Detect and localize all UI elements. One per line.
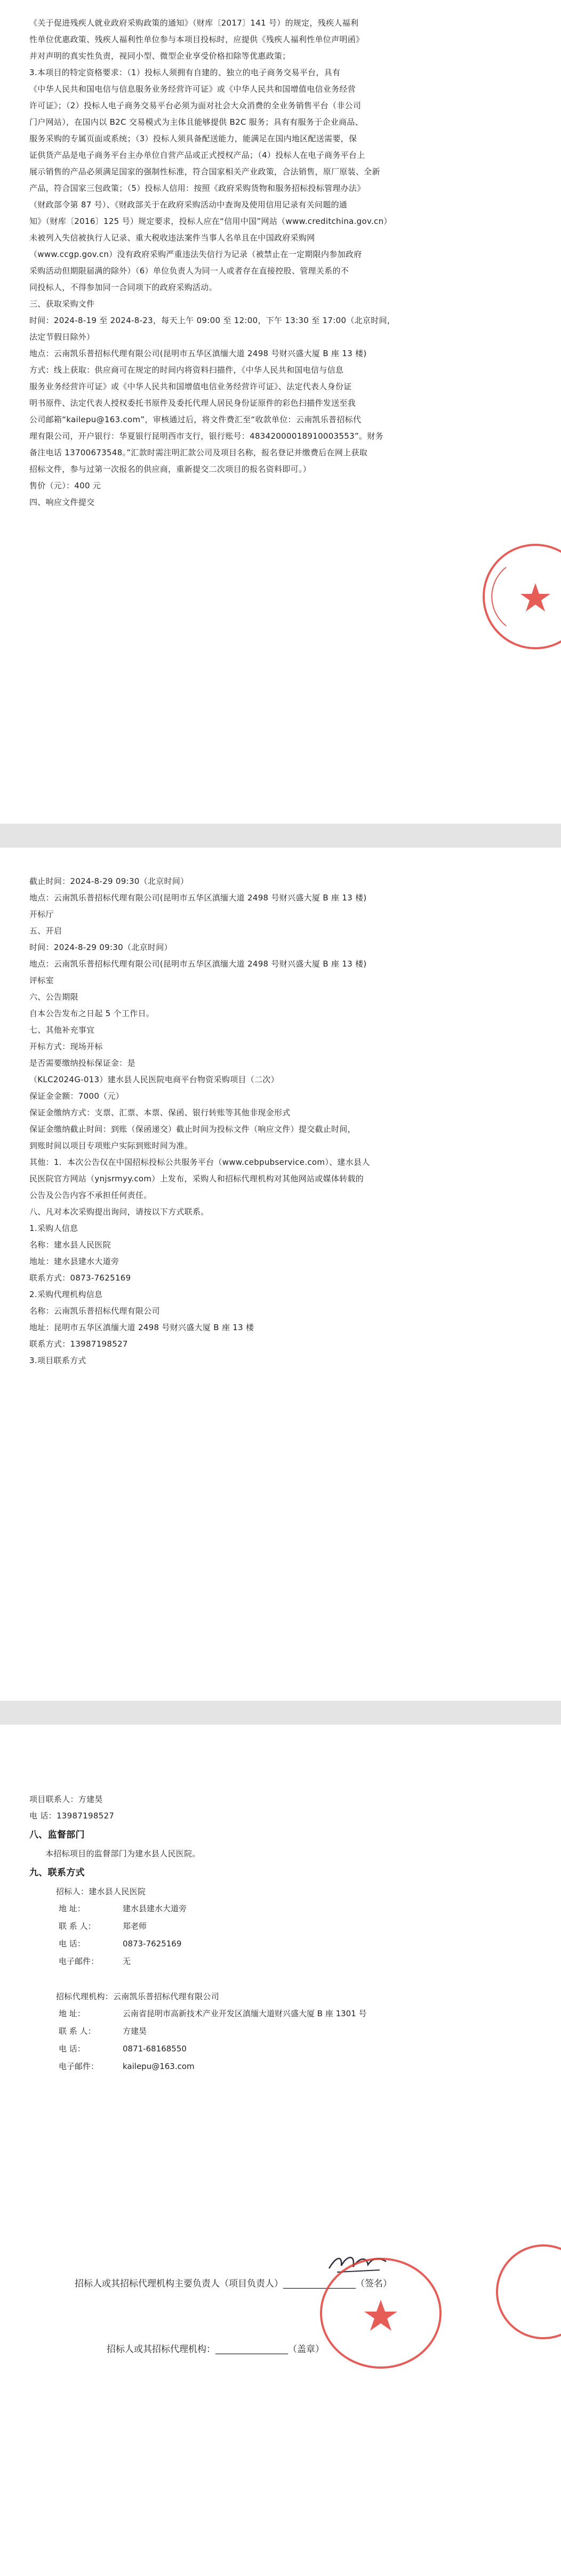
contact-label: 电子邮件： <box>59 2062 99 2071</box>
page2-line: 地点：云南凯乐普招标代理有限公司(昆明市五华区滇缅大道 2498 号财兴盛大厦 B 座 13 楼) <box>29 893 367 903</box>
contact-label: 联 系 人： <box>59 1921 96 1931</box>
page2-line: 地址：昆明市五华区滇缅大道 2498 号财兴盛大厦 B 座 13 楼 <box>29 1323 254 1332</box>
page2-line: 到账时间以项目专项账户实际到账时间为准。 <box>29 1141 193 1150</box>
contact-row <box>29 2040 525 2058</box>
page1-line: 采购活动但期限届满的除外）（6）单位负责人为同一人或者存在直接控股、管理关系的不 <box>29 266 349 276</box>
page-3-content <box>29 1791 525 2075</box>
page2-line: 时间：2024-8-29 09:30（北京时间） <box>29 943 172 952</box>
page2-line: 八、凡对本次采购提出询问，请按以下方式联系。 <box>29 1207 209 1217</box>
page1-line: 并对声明的真实性负责，视同小型、微型企业享受价格扣除等优惠政策； <box>29 51 291 61</box>
project-contact: 项目联系人：方建昊 <box>29 1794 103 1804</box>
page1-line: 性单位优惠政策、残疾人福利性单位参与本项目投标时，应提供《残疾人福利性单位声明函》 <box>29 35 364 44</box>
page2-line: 开标方式：现场开标 <box>29 1042 103 1051</box>
contact-row <box>29 2058 525 2075</box>
contact-label: 地 址： <box>59 2009 85 2018</box>
document-page-1 <box>0 0 561 824</box>
contact-label: 地 址： <box>59 1904 85 1913</box>
page1-line: 服务业务经营许可证》或《中华人民共和国增值电信业务经营许可证》、法定代表人身份证 <box>29 382 352 391</box>
contact-value: kailepu@163.com <box>123 2062 195 2071</box>
page1-line: 四、响应文件提交 <box>29 497 95 507</box>
page2-line: 保证金缴纳截止时间：到账（保函递交）截止时间为投标文件（响应文件）提交截止时间， <box>29 1124 356 1134</box>
purchaser-info <box>29 1900 525 1970</box>
section-9-title: 九、联系方式 <box>29 1867 85 1878</box>
page-2-content <box>29 873 525 1369</box>
contact-row <box>29 2023 525 2040</box>
page1-line: 展示销售的产品必须满足国家的强制性标准，符合国家相关产业政策，合法销售，原厂原装、全新 <box>29 167 380 176</box>
page1-line: 证供货产品是电子商务平台主办单位自营产品或正式授权产品；（4）投标人在电子商务平台上 <box>29 150 365 160</box>
contact-value: 云南省昆明市高新技术产业开发区滇缅大道财兴盛大厦 B 座 1301 号 <box>123 2009 367 2018</box>
page1-line: 产品，符合国家三包政策；（5）投标人信用：按照《政府采购货物和服务招标投标管理办法》 <box>29 183 365 193</box>
page1-line: 理有限公司，开户银行：华夏银行昆明西市支行，银行账号：48342000018910003553”。财务 <box>29 431 383 441</box>
page2-line: 地址：建水县建水大道旁 <box>29 1257 119 1266</box>
page2-line: 其他：1．本次公告仅在中国招标投标公共服务平台（www.cebpubservice.com）、建水县人 <box>29 1157 370 1167</box>
page2-line: 保证金金额：7000（元） <box>29 1091 124 1101</box>
contact-row <box>29 1918 525 1935</box>
page2-line: 是否需要缴纳投标保证金：是 <box>29 1058 135 1068</box>
project-phone: 电 话：13987198527 <box>29 1811 115 1821</box>
agency-heading: 招标代理机构：云南凯乐普招标代理有限公司 <box>56 1992 220 2001</box>
contact-row <box>29 1953 525 1970</box>
purchaser-seal-icon <box>496 2244 561 2339</box>
page2-line: 保证金缴纳方式：支票、汇票、本票、保函、银行转账等其他非现金形式 <box>29 1108 291 1117</box>
contact-value: 0871-68168550 <box>123 2044 187 2054</box>
page1-line: 售价（元）：400 元 <box>29 481 101 490</box>
contact-value: 0873-7625169 <box>123 1939 182 1949</box>
contact-label: 电子邮件： <box>59 1957 99 1966</box>
contact-row <box>29 2005 525 2023</box>
page1-line: 备注电话 13700673548。”汇款时需注明汇款公司及项目名称，报名登记并缴费后在网上获取 <box>29 448 368 457</box>
page1-line: 未被列入失信被执行人记录、重大税收违法案件当事人名单且在中国政府采购网 <box>29 233 315 243</box>
page1-line: 招标文件，参与过第一次报名的供应商，重新提交二次项目的报名资料即可。） <box>29 464 311 474</box>
page2-line: 截止时间：2024-8-29 09:30（北京时间） <box>29 876 189 886</box>
contact-label: 联 系 人： <box>59 2026 96 2036</box>
contact-value: 无 <box>123 1957 131 1966</box>
page2-line: 1.采购人信息 <box>29 1223 78 1233</box>
contact-value: 建水县建水大道旁 <box>123 1904 187 1913</box>
seal-line: 招标人或其招标代理机构：________________（盖章） <box>107 2344 324 2355</box>
page2-line: 六、公告期限 <box>29 992 78 1002</box>
page2-line: 联系方式：13987198527 <box>29 1339 128 1349</box>
signature-line: 招标人或其招标代理机构主要负责人（项目负责人）________________（签名） <box>75 2279 392 2289</box>
page1-line: 时间：2024-8-19 至 2024-8-23，每天上午 09:00 至 12:00，下午 13:30 至 17:00（北京时间， <box>29 316 396 325</box>
page2-line: 七、其他补充事宜 <box>29 1025 95 1035</box>
page1-line: 《中华人民共和国电信与信息服务业务经营许可证》或《中华人民共和国增值电信业务经营 <box>29 84 356 94</box>
purchaser-heading: 招标人：建水县人民医院 <box>56 1887 146 1896</box>
page2-line: 名称：建水县人民医院 <box>29 1240 111 1250</box>
contact-label: 电 话： <box>59 1939 85 1949</box>
page1-line: 服务采购的专属页面或系统；（3）投标人须具备配送能力，能满足在国内地区配送需要，保 <box>29 134 357 143</box>
contact-row <box>29 1900 525 1918</box>
page1-line: 3.本项目的特定资格要求：（1）投标人须拥有自建的、独立的电子商务交易平台，具有 <box>29 68 341 77</box>
page2-line: 公告及公告内容不承担任何责任。 <box>29 1190 152 1200</box>
agency-seal-icon <box>320 2258 442 2369</box>
page2-line: （KLC2024G-013）建水县人民医院电商平台物资采购项目（二次） <box>29 1075 279 1084</box>
page1-line: 《关于促进残疾人就业政府采购政策的通知》（财库〔2017〕141 号）的规定，残疾人福利 <box>29 18 359 28</box>
contact-value: 郑老师 <box>123 1921 147 1931</box>
page1-line: 门户网站），在国内以 B2C 交易模式为主体且能够提供 B2C 服务；具有有服务于企业商品、 <box>29 117 363 127</box>
page1-line: 知》（财库〔2016〕125 号）规定要求，投标人应在“信用中国”网站（www.creditchina.gov.cn） <box>29 216 392 226</box>
page2-line: 3.项目联系方式 <box>29 1356 86 1365</box>
page1-line: 方式：线上获取：供应商可在规定的时间内将资料扫描件，《中华人民共和国电信与信息 <box>29 365 344 375</box>
contact-value: 方建昊 <box>123 2026 147 2036</box>
company-seal-icon <box>483 544 561 649</box>
page1-line: （www.ccgp.gov.cn）没有政府采购严重违法失信行为记录（被禁止在一定期限内参加政府 <box>29 249 362 259</box>
page1-line: 法定节假日除外） <box>29 332 95 342</box>
page2-line: 2.采购代理机构信息 <box>29 1290 103 1299</box>
section-8-text: 本招标项目的监督部门为建水县人民医院。 <box>45 1849 201 1858</box>
page-1-content <box>29 15 525 511</box>
contact-row <box>29 1935 525 1953</box>
page2-line: 名称：云南凯乐普招标代理有限公司 <box>29 1306 160 1316</box>
page2-line: 五、开启 <box>29 926 62 936</box>
page1-line: 地点：云南凯乐普招标代理有限公司(昆明市五华区滇缅大道 2498 号财兴盛大厦 B 座 13 楼) <box>29 349 367 358</box>
page1-line: （财政部令第 87 号）、《财政部关于在政府采购活动中查询及使用信用记录有关问题的通 <box>29 200 348 210</box>
page1-line: 公司邮箱“kailepu@163.com”，审核通过后，将文件费汇至“收款单位：云南凯乐普招标代 <box>29 415 362 424</box>
page2-line: 地点：云南凯乐普招标代理有限公司(昆明市五华区滇缅大道 2498 号财兴盛大厦 B 座 13 楼) <box>29 959 367 969</box>
page2-line: 联系方式：0873-7625169 <box>29 1273 131 1283</box>
page1-line: 三、获取采购文件 <box>29 299 95 309</box>
contact-label: 电 话： <box>59 2044 85 2054</box>
page2-line: 自本公告发布之日起 5 个工作日。 <box>29 1009 155 1018</box>
page2-line: 评标室 <box>29 976 54 985</box>
agency-info <box>29 2005 525 2075</box>
document-page-2 <box>0 848 561 1701</box>
page1-line: 同投标人，不得参加同一合同项下的政府采购活动。 <box>29 283 217 292</box>
section-8-title: 八、监督部门 <box>29 1830 85 1840</box>
page1-line: 明书原件、法定代表人授权委托书原件及委托代理人居民身份证原件的彩色扫描件发送至我 <box>29 398 356 408</box>
page2-line: 民医院官方网站（ynjsrmyy.com）上发布，采购人和招标代理机构对其他网站或媒体转载的 <box>29 1174 364 1184</box>
page1-line: 许可证》；（2）投标人电子商务交易平台必须为面对社会大众消费的全业务销售平台（非公司 <box>29 101 362 110</box>
page2-line: 开标厅 <box>29 909 54 919</box>
document-page-3 <box>0 1725 561 2576</box>
